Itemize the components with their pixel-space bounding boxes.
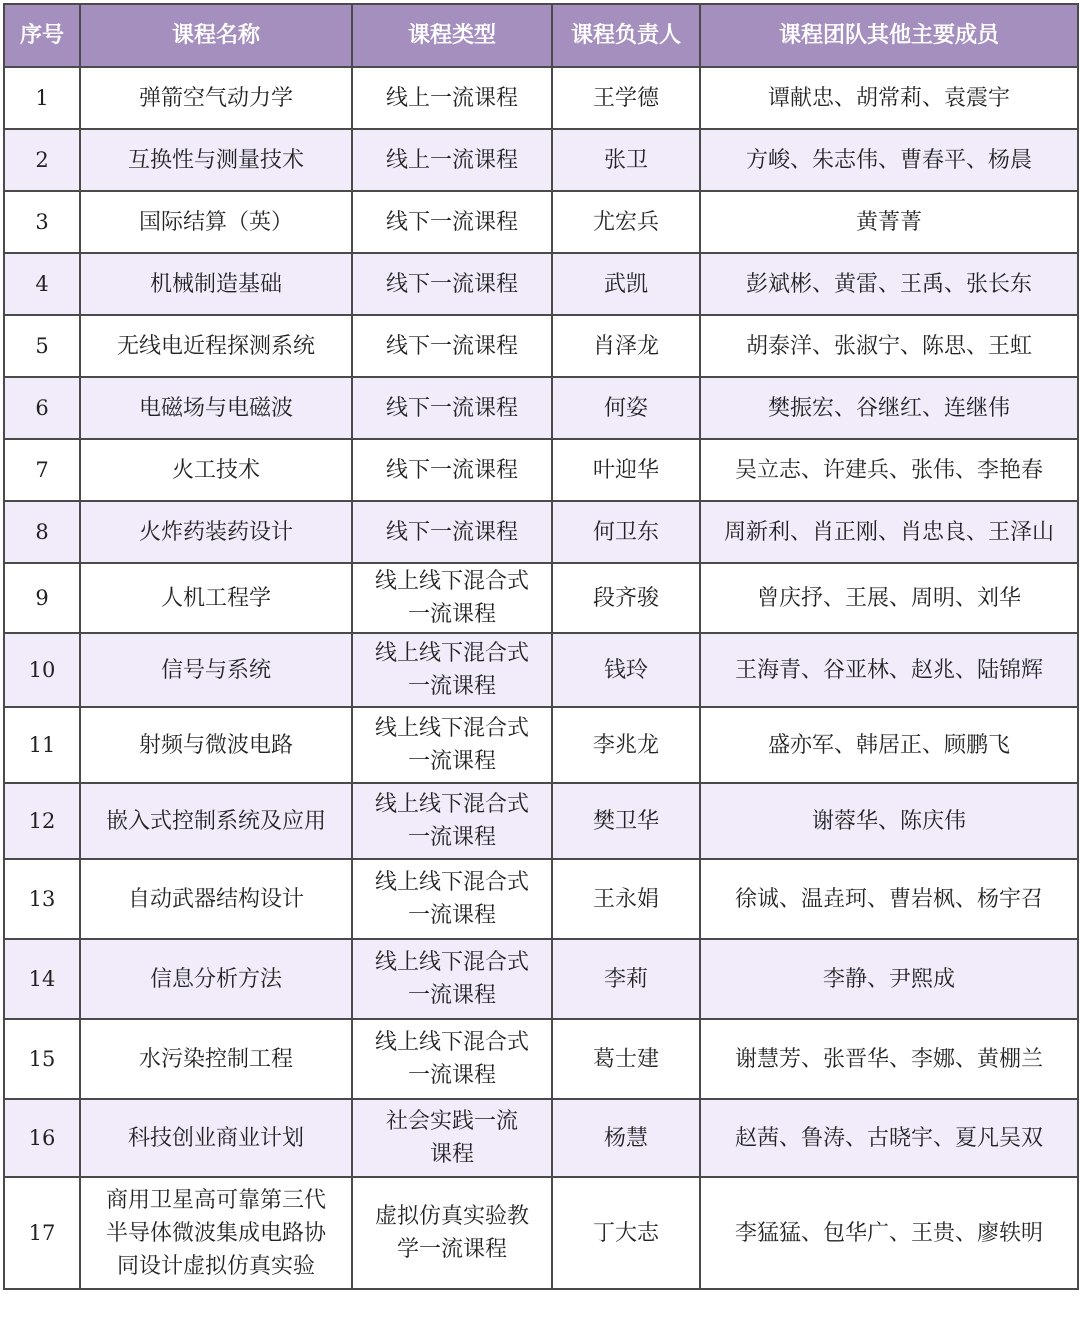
header-row [4,4,1078,67]
cell-course-name [80,191,352,253]
cell-course-lead: 王永娟 [552,859,700,939]
cell-index: 1 [4,67,80,129]
cell-team-members: 谢慧芳、张晋华、李娜、黄棚兰 [700,1019,1078,1099]
cell-course-lead: 李莉 [552,939,700,1019]
cell-course-type [352,1019,552,1099]
cell-course-type [352,707,552,783]
course-type-line: 一流课程 [407,602,496,627]
course-type-line: 一流课程 [407,1063,496,1088]
cell-course-name [80,501,352,563]
cell-course-type [352,563,552,633]
course-type-line: 线上一流课程 [385,147,518,173]
table-row [4,377,1078,439]
table-row [4,707,1078,783]
cell-course-lead: 肖泽龙 [552,315,700,377]
table-row [4,253,1078,315]
cell-team-members: 李静、尹熙成 [700,939,1078,1019]
cell-team-members: 曾庆抒、王展、周明、刘华 [700,563,1078,633]
cell-course-type [352,67,552,129]
cell-course-name [80,1019,352,1099]
course-type-line: 线上线下混合式 [374,870,529,895]
cell-course-name [80,939,352,1019]
cell-index: 16 [4,1099,80,1177]
cell-course-name [80,439,352,501]
course-name-line: 科技创业商业计划 [127,1125,304,1151]
cell-course-name [80,1177,352,1289]
cell-team-members: 盛亦军、韩居正、顾鹏飞 [700,707,1078,783]
table-row [4,563,1078,633]
cell-index: 12 [4,783,80,859]
cell-index: 13 [4,859,80,939]
course-name-line: 火炸药装药设计 [138,519,293,545]
course-name-line: 信息分析方法 [149,966,282,992]
cell-course-type [352,253,552,315]
cell-course-name [80,633,352,707]
cell-index: 7 [4,439,80,501]
course-type-line: 一流课程 [407,674,496,699]
header-course-lead: 课程负责人 [552,4,700,67]
cell-index: 11 [4,707,80,783]
course-type-line: 线下一流课程 [385,519,518,545]
cell-index: 10 [4,633,80,707]
table-row [4,859,1078,939]
cell-team-members: 徐诚、温垚珂、曹岩枫、杨宇召 [700,859,1078,939]
course-type-line: 线上线下混合式 [374,792,529,817]
course-name-line: 互换性与测量技术 [127,147,304,173]
cell-course-lead: 樊卫华 [552,783,700,859]
cell-team-members: 方峻、朱志伟、曹春平、杨晨 [700,129,1078,191]
cell-index: 14 [4,939,80,1019]
course-name-line: 电磁场与电磁波 [138,395,293,421]
course-name-line: 火工技术 [171,457,260,483]
cell-index: 8 [4,501,80,563]
course-name-line: 国际结算（英） [138,209,293,235]
cell-team-members: 谭献忠、胡常莉、袁震宇 [700,67,1078,129]
cell-course-type [352,859,552,939]
cell-course-type [352,1177,552,1289]
course-name-line: 同设计虚拟仿真实验 [116,1253,315,1279]
cell-course-type [352,1099,552,1177]
course-type-line: 线上线下混合式 [374,1030,529,1055]
course-name-line: 信号与系统 [160,657,271,683]
header-course-type: 课程类型 [352,4,552,67]
course-name-line: 商用卫星高可靠第三代 [105,1187,326,1213]
cell-course-lead: 何卫东 [552,501,700,563]
cell-course-name [80,563,352,633]
cell-course-lead: 武凯 [552,253,700,315]
course-type-line: 线下一流课程 [385,457,518,483]
course-type-line: 学一流课程 [396,1237,507,1262]
course-name-line: 机械制造基础 [149,271,282,297]
table-row [4,129,1078,191]
table-row [4,939,1078,1019]
cell-course-lead: 葛士建 [552,1019,700,1099]
cell-course-name [80,859,352,939]
cell-index: 3 [4,191,80,253]
header-team-members: 课程团队其他主要成员 [700,4,1078,67]
course-type-line: 一流课程 [407,749,496,774]
cell-course-type [352,315,552,377]
course-type-line: 线下一流课程 [385,333,518,359]
course-table-container [3,3,1079,1290]
table-body [4,67,1078,1289]
cell-course-lead: 钱玲 [552,633,700,707]
cell-index: 9 [4,563,80,633]
table-row [4,1019,1078,1099]
table-row [4,783,1078,859]
course-type-line: 社会实践一流 [385,1109,518,1134]
cell-course-name [80,315,352,377]
cell-course-lead: 何姿 [552,377,700,439]
cell-index: 6 [4,377,80,439]
table-row [4,501,1078,563]
course-name-line: 半导体微波集成电路协 [105,1220,326,1246]
cell-course-type [352,129,552,191]
course-type-line: 线下一流课程 [385,395,518,421]
cell-course-lead: 丁大志 [552,1177,700,1289]
cell-course-type [352,939,552,1019]
cell-team-members: 胡泰洋、张淑宁、陈思、王虹 [700,315,1078,377]
course-name-line: 自动武器结构设计 [127,886,304,912]
table-row [4,633,1078,707]
course-name-line: 嵌入式控制系统及应用 [105,808,326,834]
cell-index: 17 [4,1177,80,1289]
table-row [4,439,1078,501]
cell-course-name [80,707,352,783]
cell-team-members: 赵茜、鲁涛、古晓宇、夏凡吴双 [700,1099,1078,1177]
cell-course-type [352,633,552,707]
header-index: 序号 [4,4,80,67]
cell-team-members: 王海青、谷亚林、赵兆、陆锦辉 [700,633,1078,707]
cell-course-lead: 叶迎华 [552,439,700,501]
course-table [3,3,1079,1290]
course-name-line: 射频与微波电路 [138,732,293,758]
cell-team-members: 樊振宏、谷继红、连继伟 [700,377,1078,439]
table-row [4,1177,1078,1289]
cell-course-type [352,191,552,253]
course-type-line: 线上一流课程 [385,85,518,111]
course-type-line: 线上线下混合式 [374,716,529,741]
course-type-line: 课程 [429,1142,474,1167]
cell-course-name [80,1099,352,1177]
cell-team-members: 李猛猛、包华广、王贵、廖轶明 [700,1177,1078,1289]
cell-index: 15 [4,1019,80,1099]
table-row [4,191,1078,253]
course-type-line: 一流课程 [407,983,496,1008]
cell-course-name [80,377,352,439]
cell-course-lead: 段齐骏 [552,563,700,633]
course-name-line: 人机工程学 [160,585,271,611]
course-type-line: 线下一流课程 [385,271,518,297]
course-type-line: 一流课程 [407,903,496,928]
course-name-line: 无线电近程探测系统 [116,333,315,359]
course-type-line: 线下一流课程 [385,209,518,235]
course-type-line: 虚拟仿真实验教 [374,1204,529,1229]
course-type-line: 一流课程 [407,825,496,850]
cell-team-members: 彭斌彬、黄雷、王禹、张长东 [700,253,1078,315]
cell-team-members: 周新利、肖正刚、肖忠良、王泽山 [700,501,1078,563]
header-course-name: 课程名称 [80,4,352,67]
cell-course-name [80,129,352,191]
cell-course-lead: 张卫 [552,129,700,191]
cell-team-members: 谢蓉华、陈庆伟 [700,783,1078,859]
cell-course-name [80,783,352,859]
course-type-line: 线上线下混合式 [374,950,529,975]
cell-course-name [80,253,352,315]
cell-course-lead: 尤宏兵 [552,191,700,253]
table-row [4,315,1078,377]
cell-course-lead: 李兆龙 [552,707,700,783]
cell-course-name [80,67,352,129]
course-type-line: 线上线下混合式 [374,641,529,666]
cell-team-members: 吴立志、许建兵、张伟、李艳春 [700,439,1078,501]
cell-course-type [352,439,552,501]
course-type-line: 线上线下混合式 [374,569,529,594]
cell-course-type [352,377,552,439]
table-row [4,1099,1078,1177]
cell-course-lead: 王学德 [552,67,700,129]
course-name-line: 水污染控制工程 [138,1046,293,1072]
cell-index: 4 [4,253,80,315]
table-row [4,67,1078,129]
cell-team-members: 黄菁菁 [700,191,1078,253]
cell-index: 5 [4,315,80,377]
cell-index: 2 [4,129,80,191]
cell-course-type [352,783,552,859]
cell-course-lead: 杨慧 [552,1099,700,1177]
cell-course-type [352,501,552,563]
course-name-line: 弹箭空气动力学 [138,85,293,111]
